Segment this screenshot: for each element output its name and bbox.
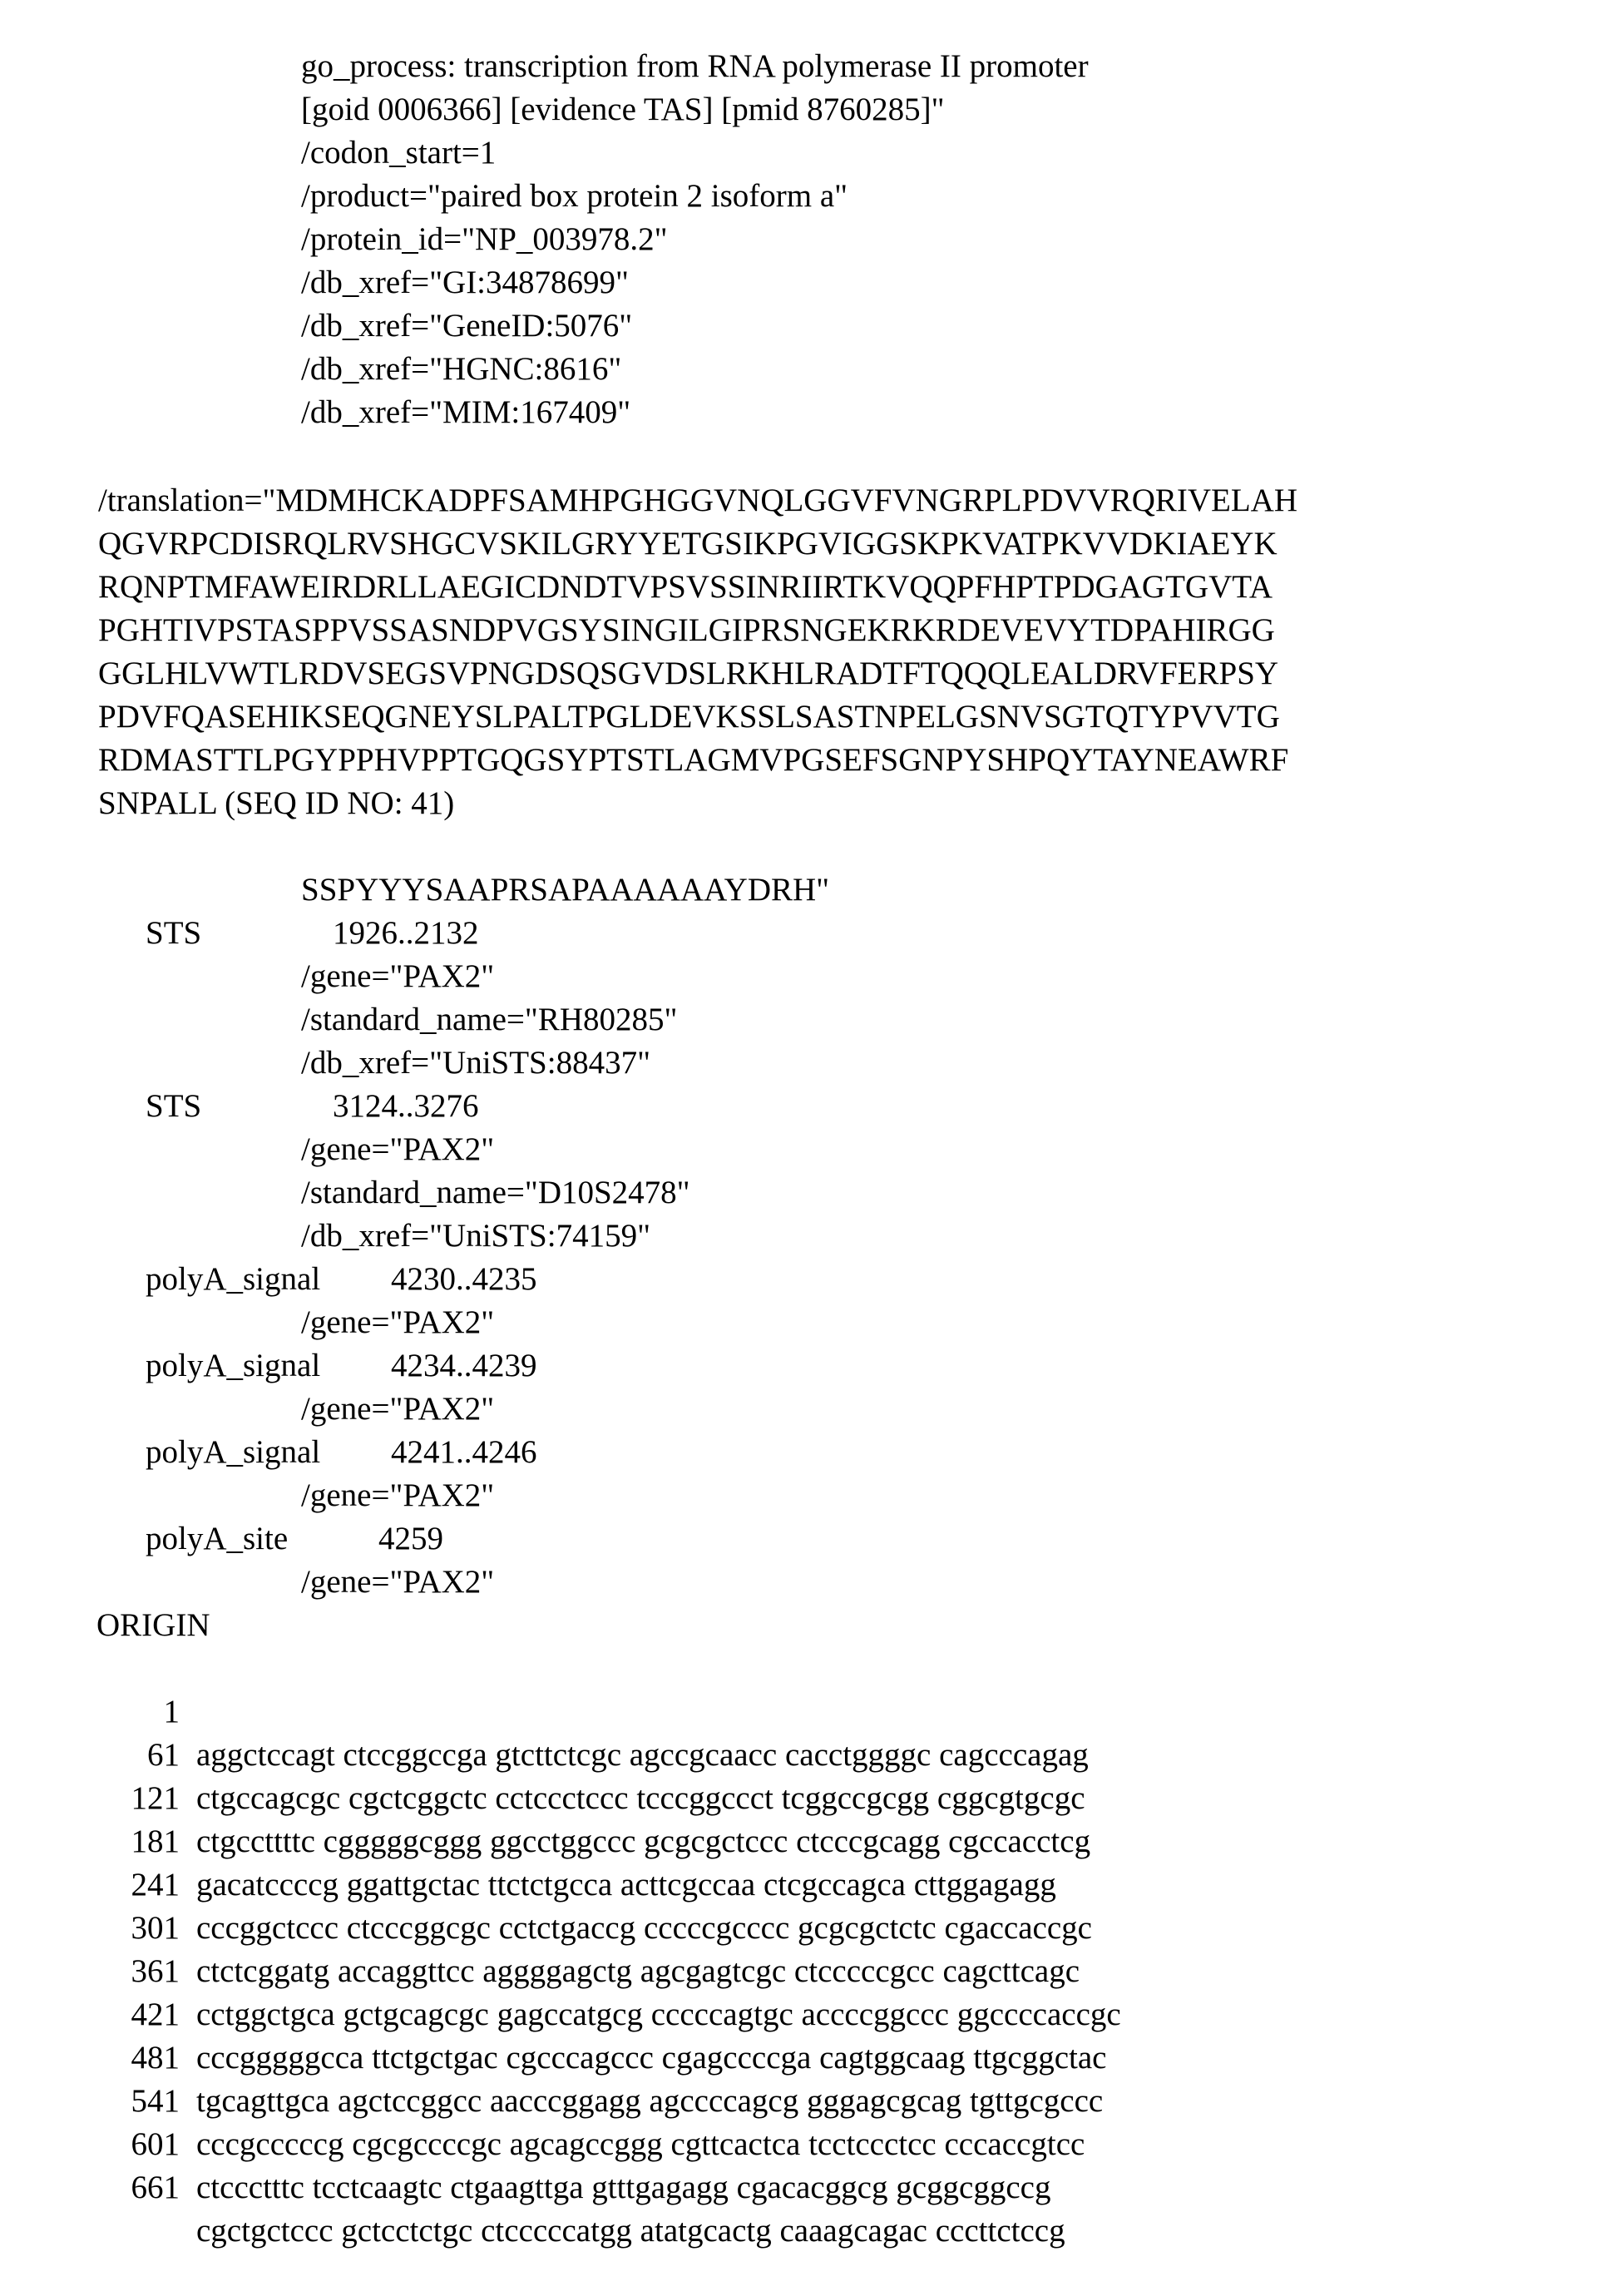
seq-id-line: SNPALL (SEQ ID NO: 41)	[98, 785, 455, 821]
sequence-bases: cgctgctccc gctcctctgc ctcccccatgg atatgcactg caaagcagac cccttctccg	[196, 2213, 1065, 2249]
feature-key: polyA_signal	[146, 1348, 321, 1383]
feature-key: polyA_signal	[146, 1261, 321, 1297]
translation-line: RDMASTTLPGYPPHVPPTGQGSYPTSTLAGMVPGSEFSGNPYSHPQYTAYNEAWRF	[98, 742, 1289, 778]
feature-location: 4234..4239	[391, 1348, 537, 1383]
sequence-bases: cctggctgca gctgcagcgc gagccatgcg cccccagtgc accccggccc ggccccaccgc	[196, 1997, 1121, 2032]
sequence-bases: cccgcccccg cgcgccccgc agcagccggg cgttcactca tcctccctcc cccaccgtcc	[196, 2126, 1085, 2162]
sequence-position: 301	[131, 1910, 180, 1946]
sequence-position: 181	[131, 1823, 180, 1859]
translation-line: GGLHLVWTLRDVSEGSVPNGDSQSGVDSLRKHLRADTFTQQQLEALDRVFERPSY	[98, 656, 1279, 691]
sequence-position: 601	[131, 2126, 180, 2162]
sequence-bases: cccggctccc ctcccggcgc cctctgaccg cccccgcccc gcgcgctctc cgaccaccgc	[196, 1910, 1092, 1946]
feature-location: 4230..4235	[391, 1261, 537, 1297]
sequence-position: 541	[131, 2083, 180, 2119]
feature-key: polyA_site	[146, 1521, 289, 1556]
sequence-bases: tgcagttgca agctccggcc aacccggagg agccccagcg gggagcgcag tgttgcgccc	[196, 2083, 1104, 2119]
feature-key: STS	[146, 915, 202, 951]
feature-qualifier: /gene="PAX2"	[301, 958, 495, 994]
sequence-bases: aggctccagt ctccggccga gtcttctcgc agccgcaacc cacctggggc cagcccagag	[196, 1737, 1089, 1773]
translation-line: QGVRPCDISRQLRVSHGCVSKILGRYYETGSIKPGVIGGSKPKVATPKVVDKIAEYK	[98, 526, 1278, 562]
feature-qualifier: /db_xref="UniSTS:88437"	[301, 1045, 650, 1081]
feature-location: 4241..4246	[391, 1434, 537, 1470]
feature-qualifier: /standard_name="RH80285"	[301, 1002, 678, 1037]
translation-line: /translation="MDMHCKADPFSAMHPGHGGVNQLGGVFVNGRPLPDVVRQRIVELAH	[98, 482, 1298, 518]
sequence-position: 241	[131, 1867, 180, 1903]
feature-location: 3124..3276	[333, 1088, 479, 1124]
sequence-position: 661	[131, 2170, 180, 2205]
sequence-bases: ctccctttc tcctcaagtc ctgaagttga gtttgagagg cgacacggcg gcggcggccg	[196, 2170, 1051, 2205]
feature-qualifier: /gene="PAX2"	[301, 1304, 495, 1340]
protein-id-qualifier: /protein_id="NP_003978.2"	[301, 221, 668, 257]
go-process-refs-line: [goid 0006366] [evidence TAS] [pmid 8760285]"	[301, 92, 945, 127]
feature-key: STS	[146, 1088, 202, 1124]
sequence-bases: ctctcggatg accaggttcc aggggagctg agcgagtcgc ctcccccgcc cagcttcagc	[196, 1953, 1080, 1989]
db-xref-gi: /db_xref="GI:34878699"	[301, 265, 629, 300]
feature-key: polyA_signal	[146, 1434, 321, 1470]
feature-qualifier: /gene="PAX2"	[301, 1477, 495, 1513]
feature-qualifier: /gene="PAX2"	[301, 1131, 495, 1167]
translation-tail: SSPYYYSAAPRSAPAAAAAAYDRH"	[301, 872, 830, 908]
sequence-bases: ctgccagcgc cgctcggctc cctccctccc tcccggccct tcggccgcgg cggcgtgcgc	[196, 1780, 1085, 1816]
sequence-position: 121	[131, 1780, 180, 1816]
feature-qualifier: /gene="PAX2"	[301, 1564, 495, 1600]
codon-start-qualifier: /codon_start=1	[301, 135, 497, 171]
go-process-line: go_process: transcription from RNA polymerase II promoter	[301, 48, 1089, 84]
origin-label: ORIGIN	[96, 1607, 210, 1643]
sequence-position: 421	[131, 1997, 180, 2032]
feature-qualifier: /standard_name="D10S2478"	[301, 1175, 690, 1210]
feature-qualifier: /db_xref="UniSTS:74159"	[301, 1218, 650, 1254]
sequence-bases: ctgccttttc cgggggcggg ggcctggccc gcgcgctccc ctcccgcagg cgccacctcg	[196, 1823, 1091, 1859]
sequence-position: 361	[131, 1953, 180, 1989]
feature-location: 1926..2132	[333, 915, 479, 951]
translation-line: RQNPTMFAWEIRDRLLAEGICDNDTVPSVSSINRIIRTKVQQPFHPTPDGAGTGVTA	[98, 569, 1273, 605]
feature-qualifier: /gene="PAX2"	[301, 1391, 495, 1427]
db-xref-mim: /db_xref="MIM:167409"	[301, 394, 631, 430]
sequence-position: 1	[163, 1694, 180, 1729]
sequence-position: 61	[147, 1737, 180, 1773]
translation-line: PDVFQASEHIKSEQGNEYSLPALTPGLDEVKSSLSASTNPELGSNVSGTQTYPVVTG	[98, 699, 1280, 735]
db-xref-geneid: /db_xref="GeneID:5076"	[301, 308, 633, 344]
translation-line: PGHTIVPSTASPPVSSASNDPVGSYSINGILGIPRSNGEKRKRDEVEVYTDPAHIRGG	[98, 612, 1275, 648]
product-qualifier: /product="paired box protein 2 isoform a"	[301, 178, 848, 214]
sequence-bases: gacatccccg ggattgctac ttctctgcca acttcgccaa ctcgccagca cttggagagg	[196, 1867, 1056, 1903]
sequence-position: 481	[131, 2040, 180, 2076]
db-xref-hgnc: /db_xref="HGNC:8616"	[301, 351, 622, 387]
feature-location: 4259	[378, 1521, 443, 1556]
sequence-bases: cccgggggcca ttctgctgac cgcccagccc cgagccccga cagtggcaag ttgcggctac	[196, 2040, 1107, 2076]
